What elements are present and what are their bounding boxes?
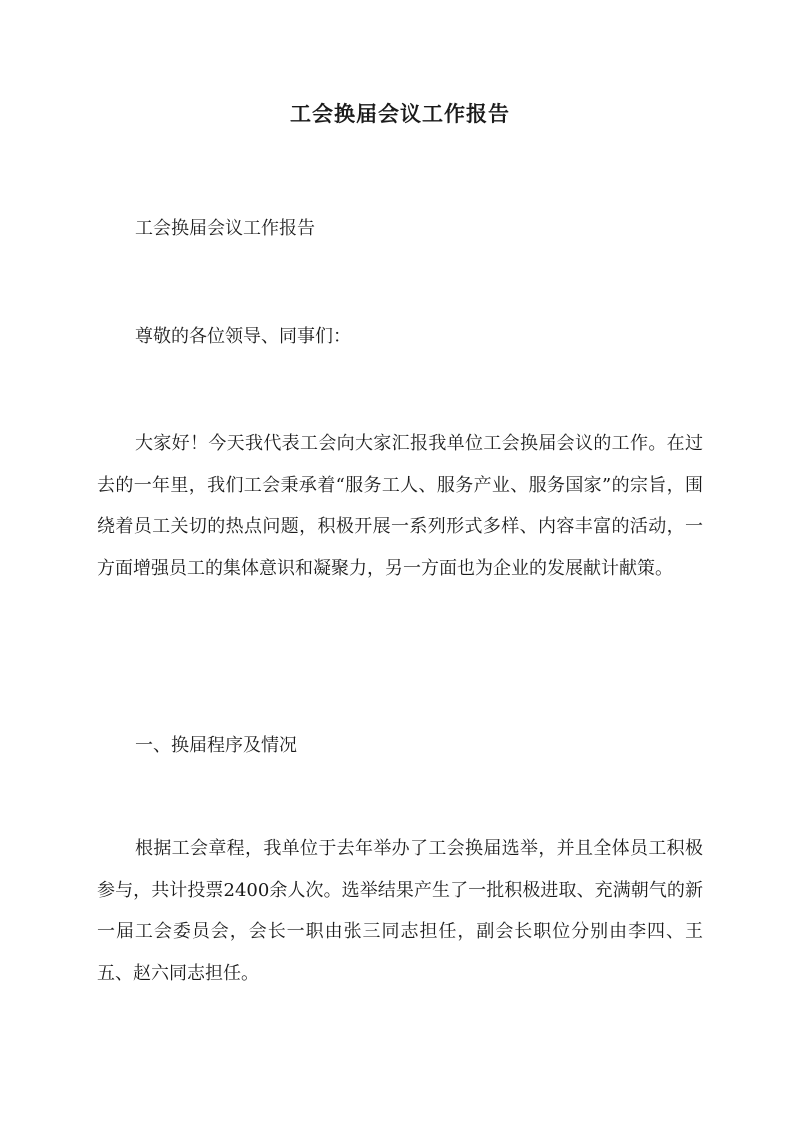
election-paragraph: 根据工会章程，我单位于去年举办了工会换届选举，并且全体员工积极参与，共计投票2400余人次。选举结果产生了一批积极进取、充满朝气的新一届工会委员会，会长一职由张三同志担任，副会长职位分别由李四、王五、赵六同志担任。 (97, 838, 703, 984)
subtitle-paragraph: 工会换届会议工作报告 (135, 218, 315, 239)
intro-paragraph: 大家好！今天我代表工会向大家汇报我单位工会换届会议的工作。在过去的一年里，我们工会秉承着“服务工人、服务产业、服务国家”的宗旨，围绕着员工关切的热点问题，积极开展一系列形式多样、内容丰富的活动，一方面增强员工的集体意识和凝聚力，另一方面也为企业的发展献计献策。 (97, 433, 703, 579)
document-title: 工会换届会议工作报告 (290, 101, 510, 126)
salutation-paragraph: 尊敬的各位领导、同事们： (135, 326, 351, 347)
section-heading: 一、换届程序及情况 (135, 735, 297, 756)
